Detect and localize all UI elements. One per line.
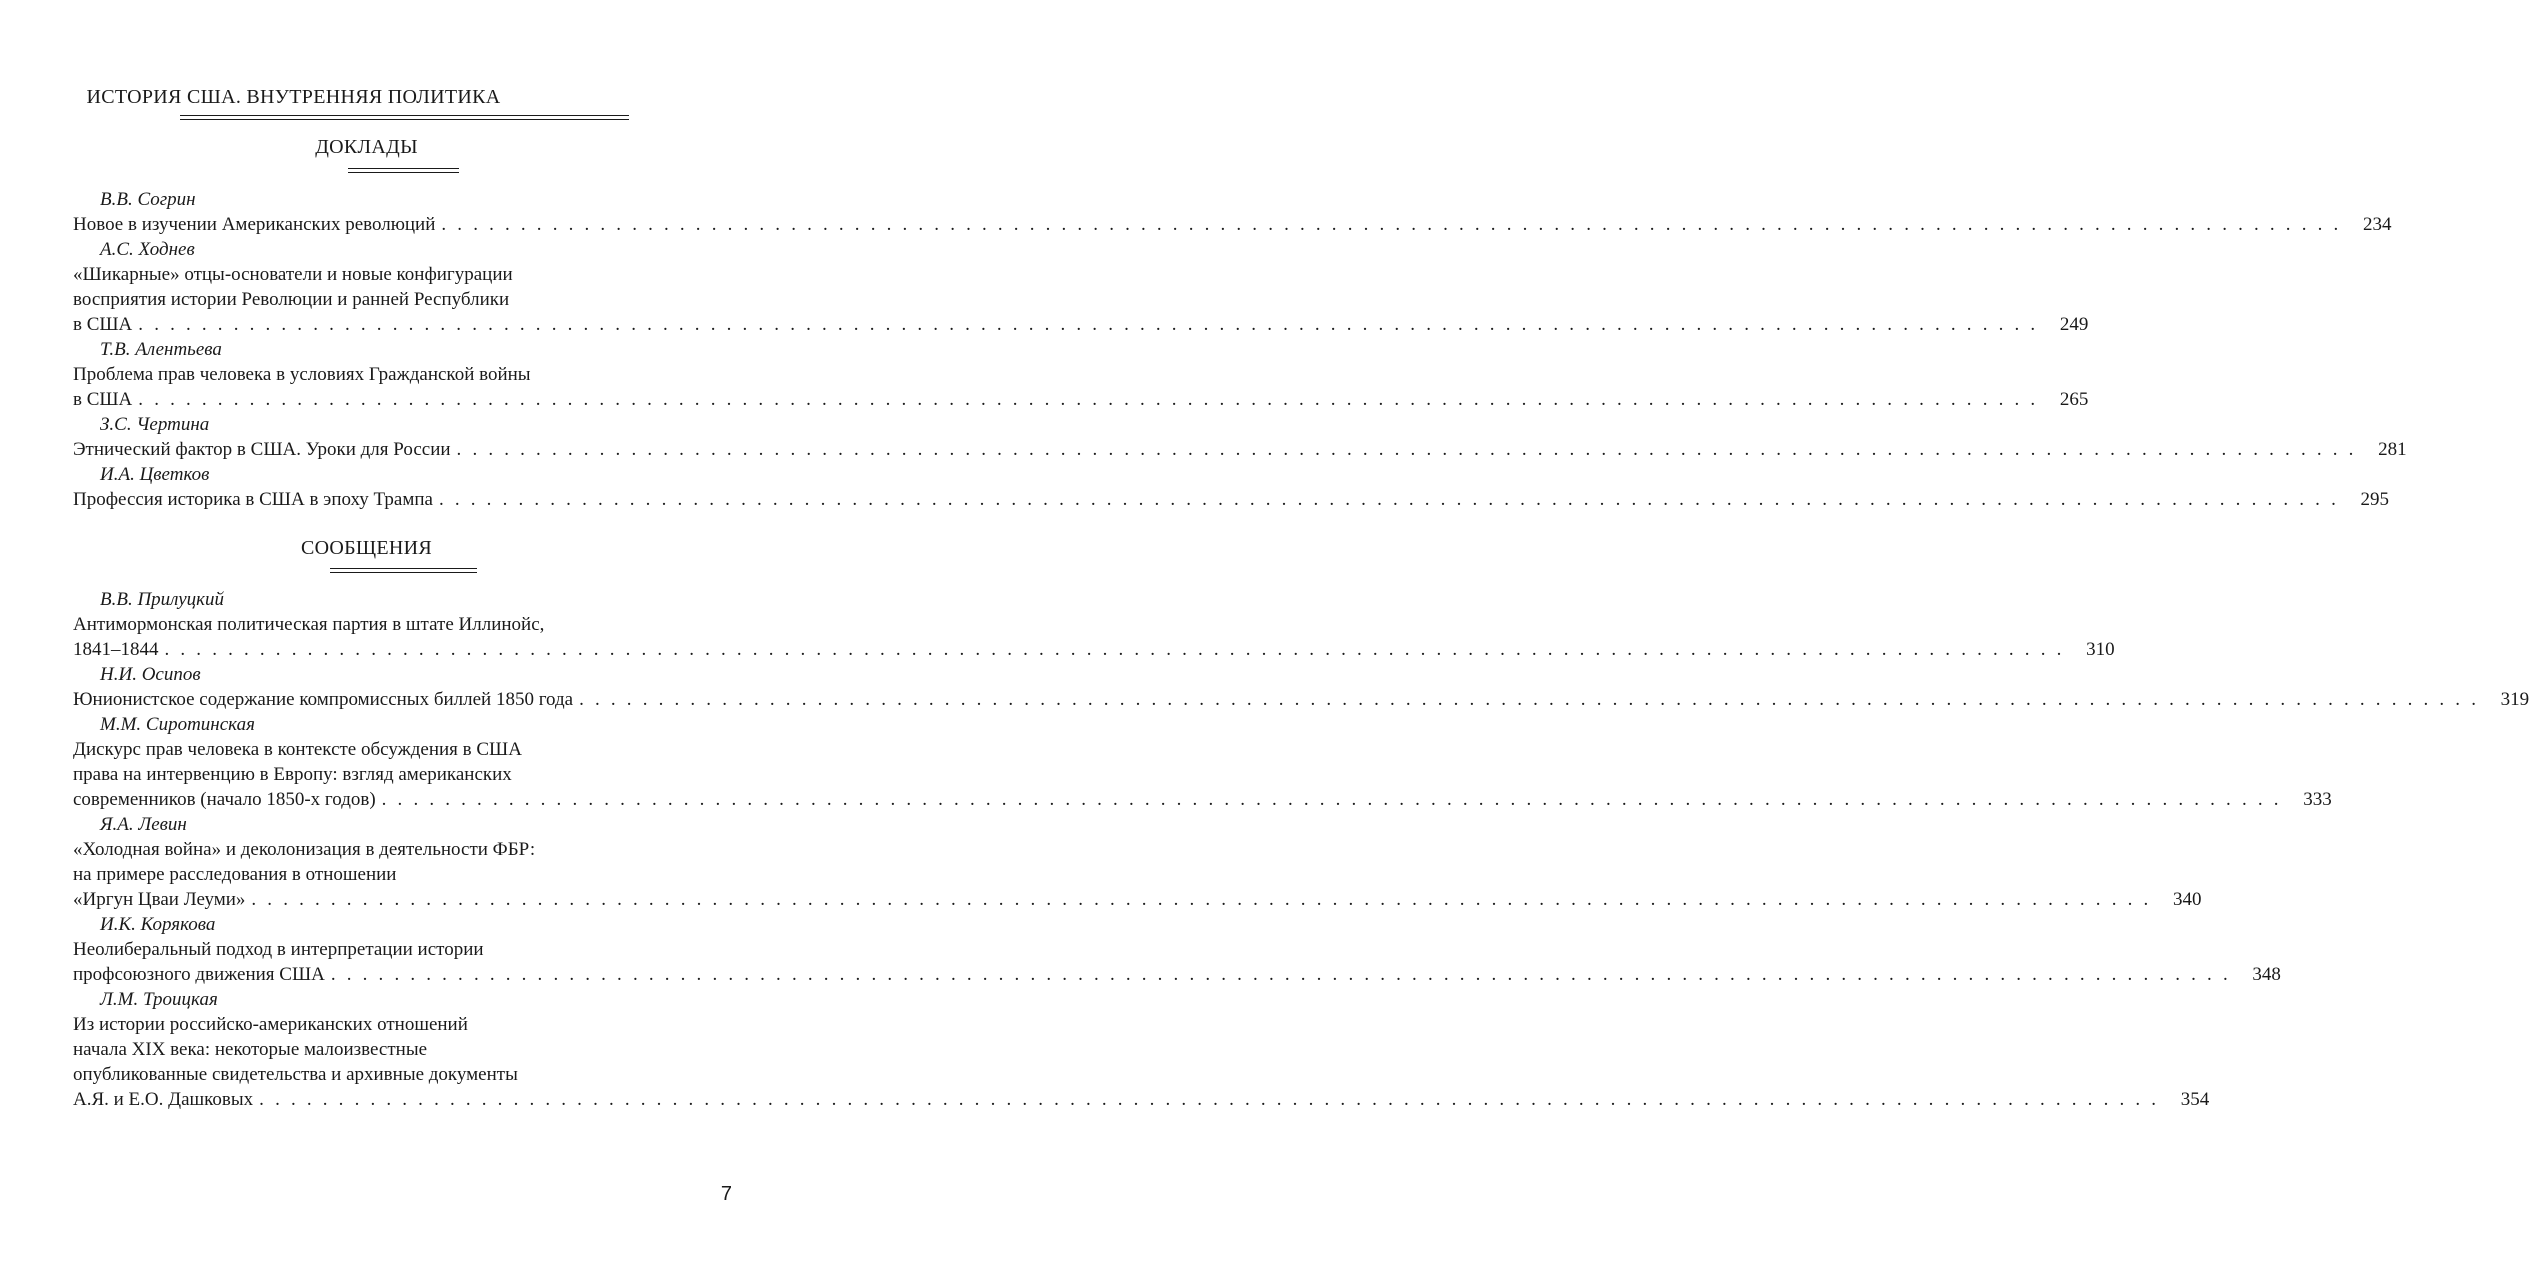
- entry-title-line: Антимормонская политическая партия в штате Иллинойс,: [73, 614, 545, 635]
- running-header: ИСТОРИЯ США. ВНУТРЕННЯЯ ПОЛИТИКА: [86, 86, 501, 108]
- toc-entry-row[interactable]: [73, 637, 2115, 662]
- header-rule-top: [180, 115, 629, 116]
- entry-title-line: восприятия истории Революции и ранней Республики: [73, 289, 510, 310]
- entry-title-line: 1841–1844: [73, 639, 159, 660]
- toc-entry-row[interactable]: [73, 437, 2407, 462]
- section-title-rule: [348, 168, 459, 169]
- toc-entry-row[interactable]: [73, 962, 2281, 987]
- entry-author: В.В. Прилуцкий: [100, 589, 225, 610]
- entry-title-line: Из истории российско-американских отношений: [73, 1014, 468, 1035]
- entry-author: Л.М. Троицкая: [100, 989, 218, 1010]
- entry-title-line: Профессия историка в США в эпоху Трампа: [73, 489, 433, 510]
- dot-leader: . . . . . . . . . . . . . . . . . . . . . . . . . . . . . . . . . . . . . . . . . . . . . . . . . . . . . . . . . . . . . . . . . . . . . . . . . . . . . . . . . . . . . . . . . . . . . . . . . . . . . . . . . . . . . . . . . . . . . . . .: [259, 1089, 2160, 1110]
- entry-title-line: в США: [73, 389, 133, 410]
- entry-page-number: 348: [2252, 964, 2281, 985]
- entry-page-number: 249: [2059, 314, 2089, 335]
- entry-author: Т.В. Алентьева: [100, 339, 222, 360]
- entry-author: И.К. Корякова: [100, 914, 216, 935]
- dot-leader: . . . . . . . . . . . . . . . . . . . . . . . . . . . . . . . . . . . . . . . . . . . . . . . . . . . . . . . . . . . . . . . . . . . . . . . . . . . . . . . . . . . . . . . . . . . . . . . . . . . . . . . . . . . . . . . . . . . . . . . .: [381, 789, 2282, 810]
- section-title: ДОКЛАДЫ: [315, 136, 418, 158]
- toc-entry-row[interactable]: [73, 312, 2089, 337]
- entry-title-line: начала XIX века: некоторые малоизвестные: [73, 1039, 428, 1060]
- entry-author: З.С. Чертина: [100, 414, 210, 435]
- entry-page-number: 265: [2059, 389, 2089, 410]
- entry-title-line: А.Я. и Е.О. Дашковых: [73, 1089, 254, 1110]
- dot-leader: . . . . . . . . . . . . . . . . . . . . . . . . . . . . . . . . . . . . . . . . . . . . . . . . . . . . . . . . . . . . . . . . . . . . . . . . . . . . . . . . . . . . . . . . . . . . . . . . . . . . . . . . . . . . . . . . . . . . . . . .: [251, 889, 2152, 910]
- entry-title-line: профсоюзного движения США: [73, 964, 325, 985]
- entry-title-line: на примере расследования в отношении: [73, 864, 397, 885]
- section-title-rule: [348, 172, 459, 173]
- entry-author: Н.И. Осипов: [100, 664, 201, 685]
- dot-leader: . . . . . . . . . . . . . . . . . . . . . . . . . . . . . . . . . . . . . . . . . . . . . . . . . . . . . . . . . . . . . . . . . . . . . . . . . . . . . . . . . . . . . . . . . . . . . . . . . . . . . . . . . . . . . . . . . . . . . . . .: [456, 439, 2357, 460]
- entry-page-number: 333: [2303, 789, 2332, 810]
- toc-entry-row[interactable]: [73, 212, 2392, 237]
- header-rule-bottom: [180, 119, 629, 120]
- dot-leader: . . . . . . . . . . . . . . . . . . . . . . . . . . . . . . . . . . . . . . . . . . . . . . . . . . . . . . . . . . . . . . . . . . . . . . . . . . . . . . . . . . . . . . . . . . . . . . . . . . . . . . . . . . . . . . . . . . . . . . . .: [138, 314, 2039, 335]
- entry-page-number: 234: [2362, 214, 2392, 235]
- entry-author: Я.А. Левин: [100, 814, 187, 835]
- section-title-rule: [330, 568, 477, 569]
- entry-author: М.М. Сиротинская: [100, 714, 255, 735]
- entry-title-line: Этнический фактор в США. Уроки для России: [73, 439, 451, 460]
- entry-page-number: 319: [2500, 689, 2529, 710]
- entry-page-number: 340: [2172, 889, 2202, 910]
- entry-title-line: в США: [73, 314, 133, 335]
- entry-title-line: Юнионистское содержание компромиссных биллей 1850 года: [73, 689, 574, 710]
- toc-entry-row[interactable]: [73, 487, 2390, 512]
- entry-page-number: 354: [2180, 1089, 2210, 1110]
- dot-leader: . . . . . . . . . . . . . . . . . . . . . . . . . . . . . . . . . . . . . . . . . . . . . . . . . . . . . . . . . . . . . . . . . . . . . . . . . . . . . . . . . . . . . . . . . . . . . . . . . . . . . . . . . . . . . . . . . . . . . . . .: [438, 489, 2340, 510]
- entry-title-line: Дискурс прав человека в контексте обсуждения в США: [73, 739, 522, 760]
- entry-title-line: Новое в изучении Американских революций: [73, 214, 436, 235]
- section-title-rule: [330, 572, 477, 573]
- dot-leader: . . . . . . . . . . . . . . . . . . . . . . . . . . . . . . . . . . . . . . . . . . . . . . . . . . . . . . . . . . . . . . . . . . . . . . . . . . . . . . . . . . . . . . . . . . . . . . . . . . . . . . . . . . . . . . . . . . . . . . . .: [330, 964, 2231, 985]
- toc-entry-row[interactable]: [73, 787, 2332, 812]
- entry-title-line: Проблема прав человека в условиях Гражданской войны: [73, 364, 531, 385]
- dot-leader: . . . . . . . . . . . . . . . . . . . . . . . . . . . . . . . . . . . . . . . . . . . . . . . . . . . . . . . . . . . . . . . . . . . . . . . . . . . . . . . . . . . . . . . . . . . . . . . . . . . . . . . . . . . . . . . . . . . . . . . .: [579, 689, 2480, 710]
- dot-leader: . . . . . . . . . . . . . . . . . . . . . . . . . . . . . . . . . . . . . . . . . . . . . . . . . . . . . . . . . . . . . . . . . . . . . . . . . . . . . . . . . . . . . . . . . . . . . . . . . . . . . . . . . . . . . . . . . . . . . . . .: [138, 389, 2039, 410]
- entry-page-number: 295: [2360, 489, 2390, 510]
- entry-title-line: «Иргун Цваи Леуми»: [73, 889, 246, 910]
- page-number: 7: [720, 1183, 732, 1205]
- toc-entry-row[interactable]: [73, 1087, 2210, 1112]
- entry-author: А.С. Ходнев: [100, 239, 195, 260]
- entry-page-number: 310: [2086, 639, 2115, 660]
- entry-author: В.В. Согрин: [100, 189, 196, 210]
- entry-page-number: 281: [2378, 439, 2407, 460]
- entry-title-line: опубликованные свидетельства и архивные документы: [73, 1064, 518, 1085]
- entry-title-line: Неолиберальный подход в интерпретации истории: [73, 939, 484, 960]
- section-title: СООБЩЕНИЯ: [300, 537, 433, 559]
- entry-title-line: современников (начало 1850-х годов): [73, 789, 376, 810]
- dot-leader: . . . . . . . . . . . . . . . . . . . . . . . . . . . . . . . . . . . . . . . . . . . . . . . . . . . . . . . . . . . . . . . . . . . . . . . . . . . . . . . . . . . . . . . . . . . . . . . . . . . . . . . . . . . . . . . . . . . . . . . .: [164, 639, 2065, 660]
- dot-leader: . . . . . . . . . . . . . . . . . . . . . . . . . . . . . . . . . . . . . . . . . . . . . . . . . . . . . . . . . . . . . . . . . . . . . . . . . . . . . . . . . . . . . . . . . . . . . . . . . . . . . . . . . . . . . . . . . . . . . . . .: [441, 214, 2342, 235]
- entry-title-line: «Шикарные» отцы-основатели и новые конфигурации: [73, 264, 513, 285]
- toc-entry-row[interactable]: [73, 887, 2202, 912]
- entry-title-line: «Холодная война» и деколонизация в деятельности ФБР:: [73, 839, 536, 860]
- toc-entry-row[interactable]: [73, 687, 2529, 712]
- entry-title-line: права на интервенцию в Европу: взгляд американских: [73, 764, 512, 785]
- entry-author: И.А. Цветков: [100, 464, 210, 485]
- toc-entry-row[interactable]: [73, 387, 2089, 412]
